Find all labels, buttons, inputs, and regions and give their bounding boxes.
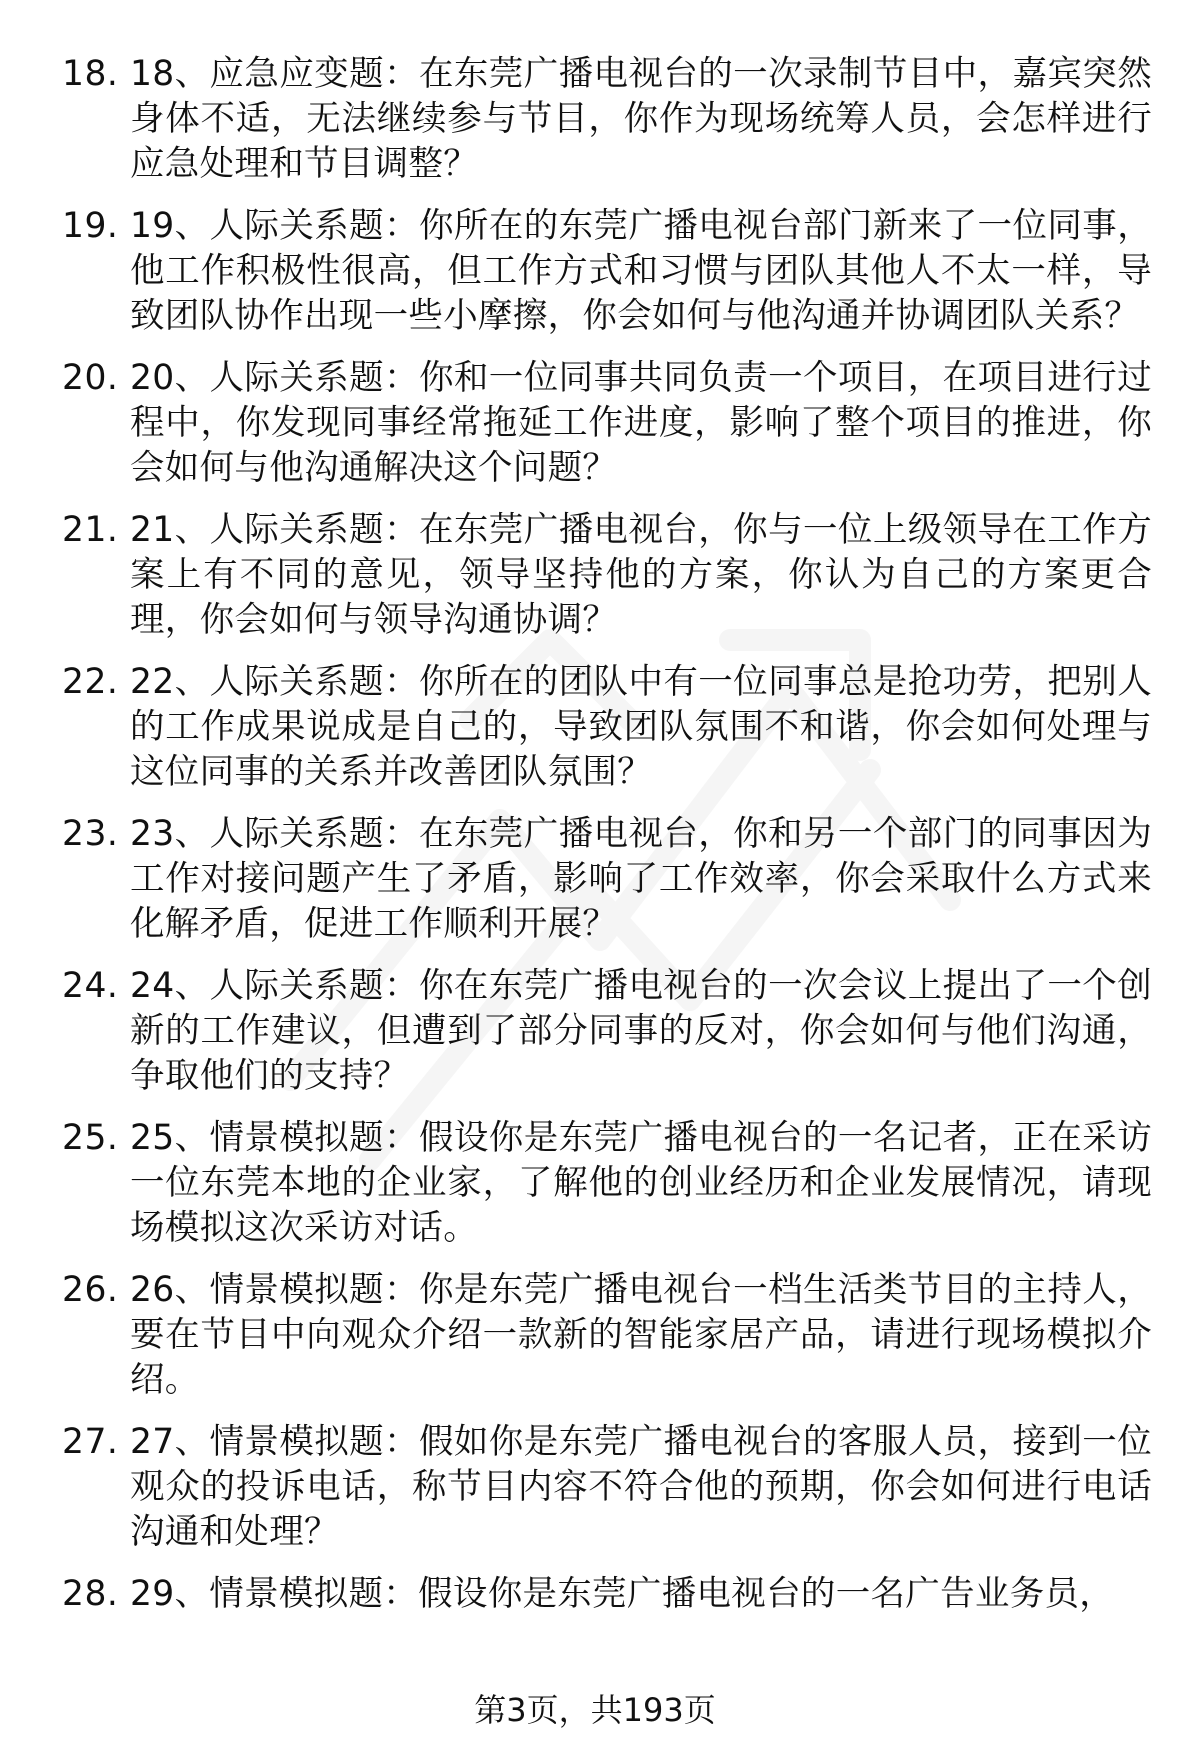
question-number: 26.	[62, 1270, 119, 1310]
question-number: 18.	[62, 54, 119, 94]
question-text: 18、应急应变题：在东莞广播电视台的一次录制节目中，嘉宾突然身体不适，无法继续参与节目，你作为现场统筹人员，会怎样进行应急处理和节目调整？	[130, 54, 1152, 184]
question-text: 25、情景模拟题：假设你是东莞广播电视台的一名记者，正在采访一位东莞本地的企业家，了解他的创业经历和企业发展情况，请现场模拟这次采访对话。	[130, 1118, 1152, 1248]
question-item	[62, 1268, 1152, 1403]
question-item	[62, 964, 1152, 1099]
question-number: 27.	[62, 1422, 119, 1462]
question-item	[62, 1116, 1152, 1251]
question-text: 21、人际关系题：在东莞广播电视台，你与一位上级领导在工作方案上有不同的意见，领导坚持他的方案，你认为自己的方案更合理，你会如何与领导沟通协调？	[130, 510, 1152, 640]
question-item	[62, 660, 1152, 795]
question-item	[62, 508, 1152, 643]
question-text: 19、人际关系题：你所在的东莞广播电视台部门新来了一位同事，他工作积极性很高，但工作方式和习惯与团队其他人不太一样，导致团队协作出现一些小摩擦，你会如何与他沟通并协调团队关系？	[130, 206, 1152, 336]
question-text: 24、人际关系题：你在东莞广播电视台的一次会议上提出了一个创新的工作建议，但遭到了部分同事的反对，你会如何与他们沟通，争取他们的支持？	[130, 966, 1152, 1096]
question-list	[62, 52, 1152, 1634]
question-text: 23、人际关系题：在东莞广播电视台，你和另一个部门的同事因为工作对接问题产生了矛盾，影响了工作效率，你会采取什么方式来化解矛盾，促进工作顺利开展？	[130, 814, 1152, 944]
question-number: 19.	[62, 206, 119, 246]
question-number: 24.	[62, 966, 119, 1006]
question-number: 25.	[62, 1118, 119, 1158]
question-item	[62, 356, 1152, 491]
page-footer: 第3页，共193页	[474, 1691, 716, 1729]
question-number: 28.	[62, 1574, 119, 1614]
question-text: 29、情景模拟题：假设你是东莞广播电视台的一名广告业务员，	[130, 1574, 1115, 1614]
question-item	[62, 1572, 1152, 1617]
question-number: 20.	[62, 358, 119, 398]
question-item	[62, 812, 1152, 947]
question-item	[62, 204, 1152, 339]
question-text: 20、人际关系题：你和一位同事共同负责一个项目，在项目进行过程中，你发现同事经常拖延工作进度，影响了整个项目的推进，你会如何与他沟通解决这个问题？	[130, 358, 1152, 488]
question-text: 22、人际关系题：你所在的团队中有一位同事总是抢功劳，把别人的工作成果说成是自己的，导致团队氛围不和谐，你会如何处理与这位同事的关系并改善团队氛围？	[130, 662, 1152, 792]
question-text: 27、情景模拟题：假如你是东莞广播电视台的客服人员，接到一位观众的投诉电话，称节目内容不符合他的预期，你会如何进行电话沟通和处理？	[130, 1422, 1152, 1552]
question-number: 23.	[62, 814, 119, 854]
question-item	[62, 52, 1152, 187]
question-number: 22.	[62, 662, 119, 702]
question-number: 21.	[62, 510, 119, 550]
question-item	[62, 1420, 1152, 1555]
question-text: 26、情景模拟题：你是东莞广播电视台一档生活类节目的主持人，要在节目中向观众介绍一款新的智能家居产品，请进行现场模拟介绍。	[130, 1270, 1152, 1400]
